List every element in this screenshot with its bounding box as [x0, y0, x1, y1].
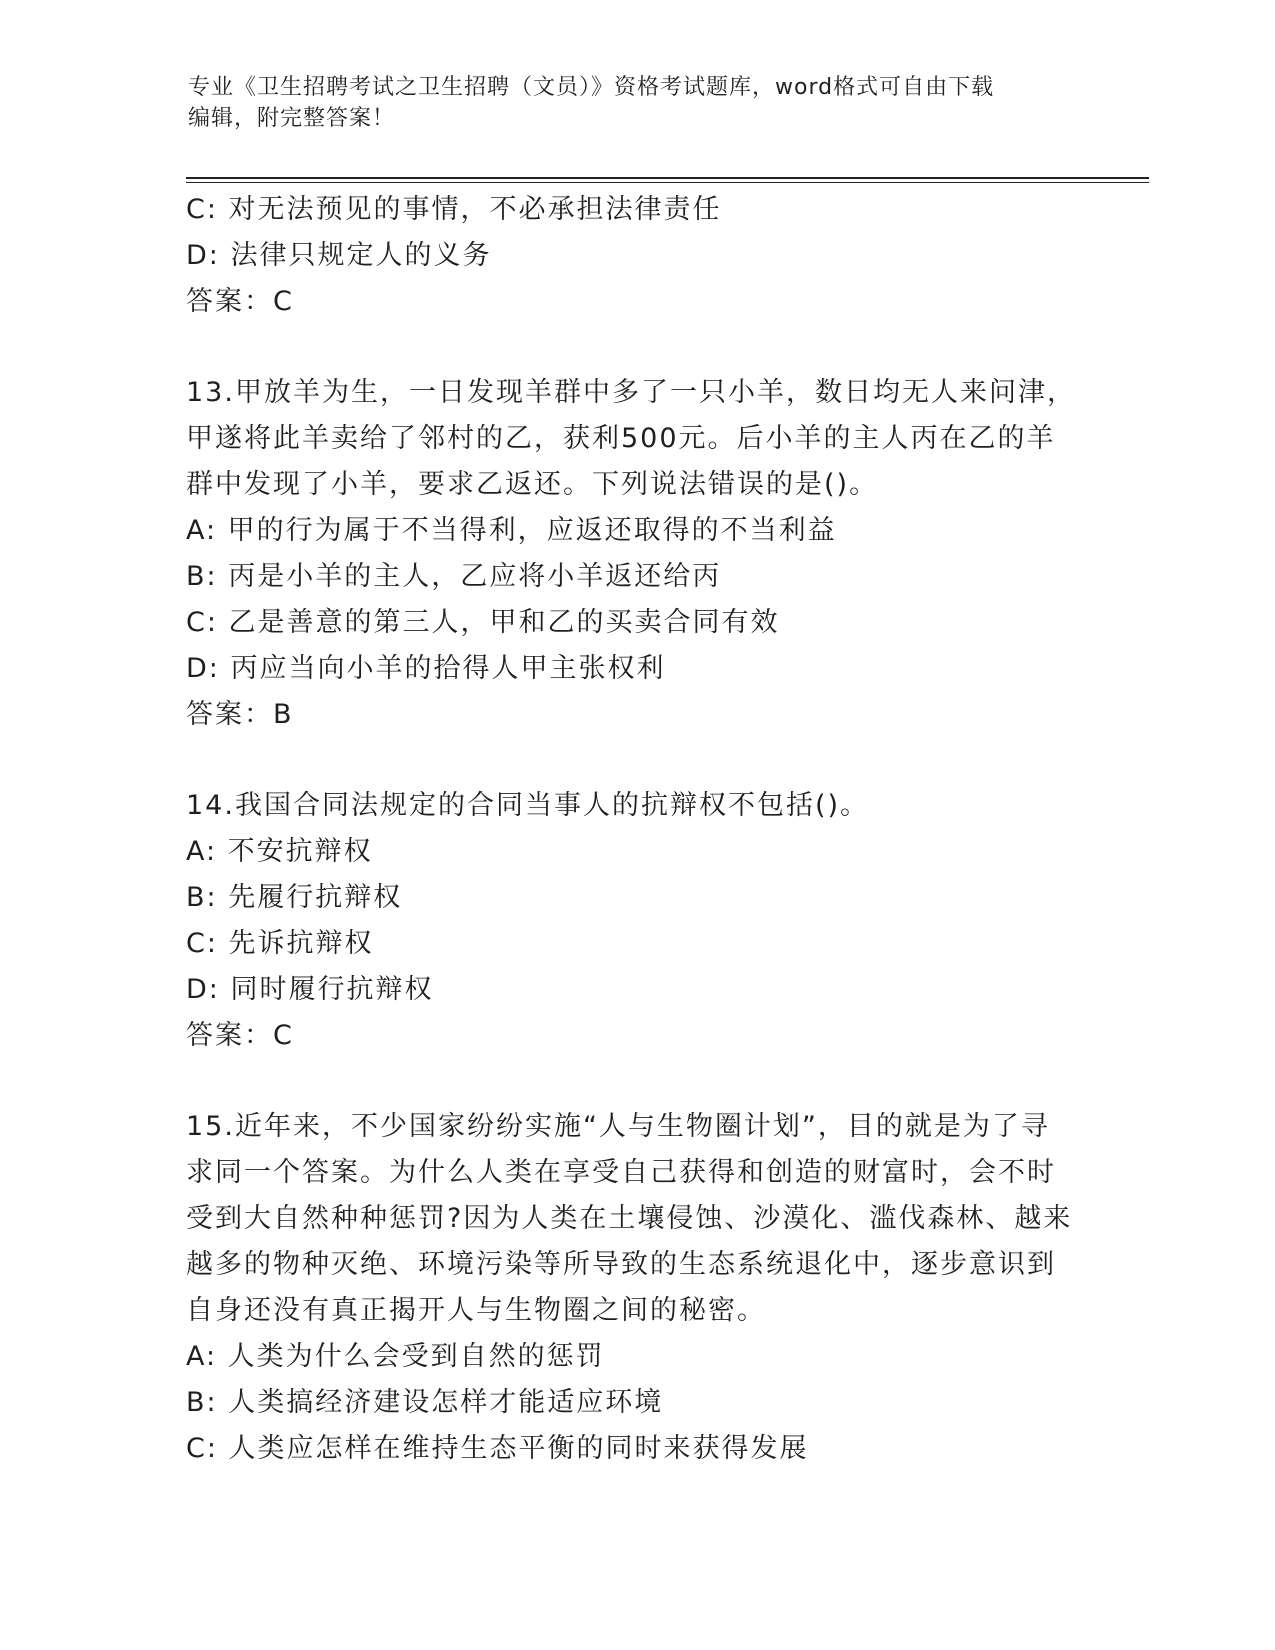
option-d: D: 同时履行抗辩权: [186, 974, 434, 1005]
question-stem-line: 越多的物种灭绝、环境污染等所导致的生态系统退化中，逐步意识到: [186, 1249, 1056, 1280]
answer-line: 答案：C: [186, 1020, 294, 1051]
question-stem-line: 求同一个答案。为什么人类在享受自己获得和创造的财富时，会不时: [186, 1157, 1056, 1188]
option-a: A: 甲的行为属于不当得利，应返还取得的不当利益: [186, 515, 837, 546]
question-stem-line: 受到大自然种种惩罚?因为人类在土壤侵蚀、沙漠化、滥伐森林、越来: [186, 1203, 1073, 1234]
question-stem-line: 自身还没有真正揭开人与生物圈之间的秘密。: [186, 1295, 766, 1326]
header-line-2: 编辑，附完整答案！: [188, 106, 396, 131]
answer-line: 答案：B: [186, 699, 294, 730]
document-header: [188, 72, 1088, 134]
option-c: C: 先诉抗辩权: [186, 928, 374, 959]
option-c: C: 人类应怎样在维持生态平衡的同时来获得发展: [186, 1433, 809, 1464]
question-stem-line: 14.我国合同法规定的合同当事人的抗辩权不包括()。: [186, 790, 870, 821]
spacer: [186, 1059, 1086, 1104]
header-divider-thin: [186, 182, 1149, 183]
option-b: B: 先履行抗辩权: [186, 882, 403, 913]
header-divider-thick: [186, 177, 1149, 179]
header-line-1: 专业《卫生招聘考试之卫生招聘（文员）》资格考试题库，word格式可自由下载: [188, 75, 995, 100]
question-stem-line: 15.近年来，不少国家纷纷实施“人与生物圈计划”，目的就是为了寻: [186, 1111, 1050, 1142]
question-stem-line: 甲遂将此羊卖给了邻村的乙，获利500元。后小羊的主人丙在乙的羊: [186, 423, 1056, 454]
option-c: C: 对无法预见的事情，不必承担法律责任: [186, 194, 722, 225]
question-14: [186, 783, 1086, 1059]
option-a: A: 不安抗辩权: [186, 836, 373, 867]
option-d: D: 丙应当向小羊的拾得人甲主张权利: [186, 653, 666, 684]
option-b: B: 丙是小羊的主人，乙应将小羊返还给丙: [186, 561, 722, 592]
question-stem-line: 13.甲放羊为生，一日发现羊群中多了一只小羊，数日均无人来问津，: [186, 377, 1076, 408]
option-a: A: 人类为什么会受到自然的惩罚: [186, 1341, 605, 1372]
option-b: B: 人类搞经济建设怎样才能适应环境: [186, 1387, 664, 1418]
answer-line: 答案：C: [186, 286, 294, 317]
option-c: C: 乙是善意的第三人，甲和乙的买卖合同有效: [186, 607, 780, 638]
question-13: [186, 370, 1086, 738]
question-15: [186, 1104, 1086, 1472]
prev-question-block: [186, 187, 1086, 325]
spacer: [186, 325, 1086, 370]
option-d: D: 法律只规定人的义务: [186, 240, 492, 271]
spacer: [186, 738, 1086, 783]
question-content: [186, 187, 1086, 1472]
question-stem-line: 群中发现了小羊，要求乙返还。下列说法错误的是()。: [186, 469, 879, 500]
